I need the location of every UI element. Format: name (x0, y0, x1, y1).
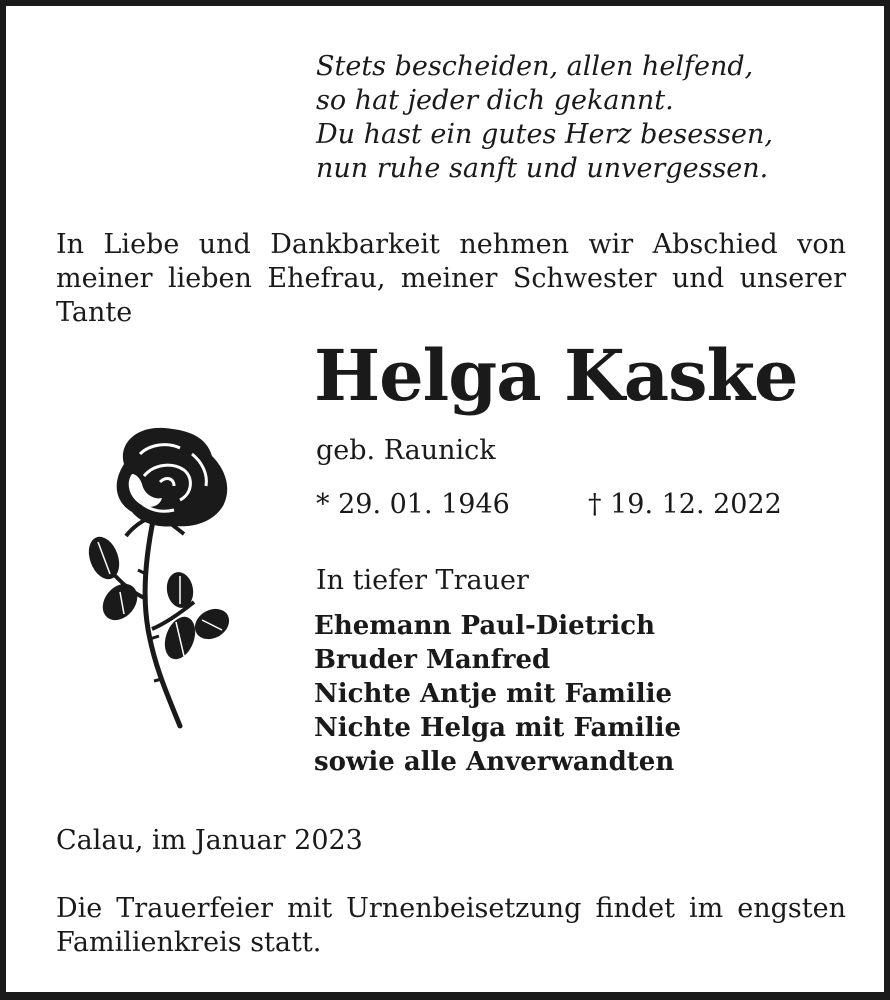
rose-icon (84, 424, 244, 734)
mourning-heading: In tiefer Trauer (316, 565, 529, 596)
deceased-name: Helga Kaske (314, 334, 798, 417)
poem-line: Du hast ein gutes Herz besessen, (316, 119, 773, 150)
mourner: Nichte Helga mit Familie (314, 713, 682, 743)
mourner: Bruder Manfred (314, 645, 551, 675)
death-date: † 19. 12. 2022 (588, 489, 782, 520)
poem-line: nun ruhe sanft und unvergessen. (316, 153, 769, 184)
mourner: Nichte Antje mit Familie (314, 679, 673, 709)
born-name: geb. Raunick (316, 435, 496, 466)
intro-text: In Liebe und Dankbarkeit nehmen wir Abschied von meiner lieben Ehefrau, meiner Schwester und unserer Tante (56, 229, 846, 328)
poem (316, 50, 876, 186)
birth-date: * 29. 01. 1946 (316, 489, 510, 520)
mourner: sowie alle Anverwandten (314, 747, 675, 777)
place-date: Calau, im Januar 2023 (56, 825, 363, 856)
mourner: Ehemann Paul-Dietrich (314, 611, 656, 641)
poem-line: Stets bescheiden, allen helfend, (316, 51, 754, 82)
poem-line: so hat jeder dich gekannt. (316, 85, 674, 116)
mourners-list (314, 609, 681, 779)
funeral-notice: Die Trauerfeier mit Urnenbeisetzung findet im engsten Familienkreis statt. (56, 893, 846, 958)
